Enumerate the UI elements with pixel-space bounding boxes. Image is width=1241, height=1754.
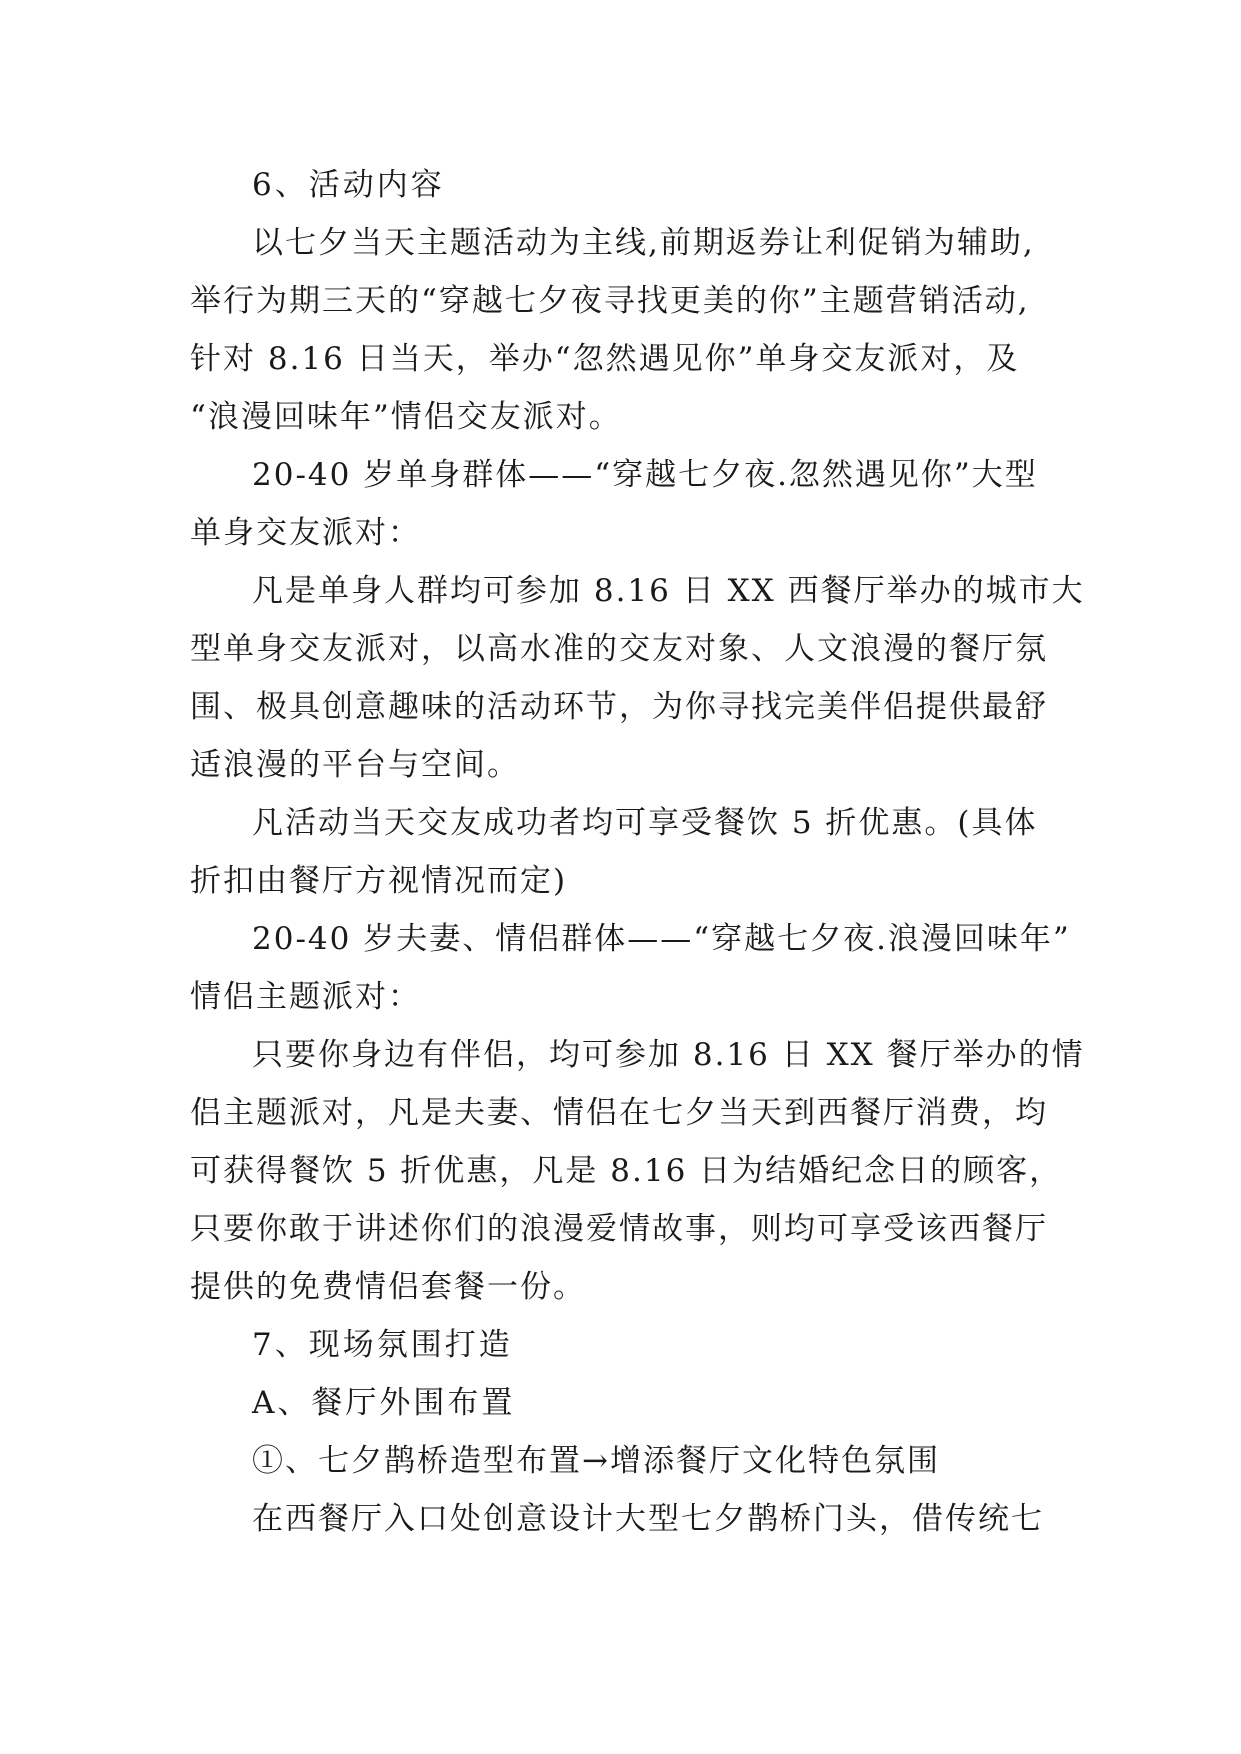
paragraph-line: 凡活动当天交友成功者均可享受餐饮 5 折优惠。(具体 bbox=[252, 805, 1038, 841]
paragraph-line: 以七夕当天主题活动为主线,前期返券让利促销为辅助, bbox=[252, 225, 1035, 261]
paragraph-line: 折扣由餐厅方视情况而定) bbox=[190, 863, 568, 899]
paragraph-line: 适浪漫的平台与空间。 bbox=[190, 747, 520, 783]
paragraph-line: 只要你身边有伴侣，均可参加 8.16 日 XX 餐厅举办的情 bbox=[252, 1037, 1085, 1073]
paragraph-line: 在西餐厅入口处创意设计大型七夕鹊桥门头，借传统七 bbox=[252, 1501, 1044, 1537]
section-heading-atmosphere: 7、现场氛围打造 bbox=[252, 1327, 513, 1363]
paragraph-line: 围、极具创意趣味的活动环节，为你寻找完美伴侣提供最舒 bbox=[190, 689, 1048, 725]
paragraph-line: 凡是单身人群均可参加 8.16 日 XX 西餐厅举办的城市大 bbox=[252, 573, 1085, 609]
paragraph-line: 只要你敢于讲述你们的浪漫爱情故事，则均可享受该西餐厅 bbox=[190, 1211, 1048, 1247]
paragraph-line: 提供的免费情侣套餐一份。 bbox=[190, 1269, 586, 1305]
paragraph-line: 举行为期三天的“穿越七夕夜寻找更美的你”主题营销活动, bbox=[190, 283, 1030, 319]
paragraph-line: 侣主题派对，凡是夫妻、情侣在七夕当天到西餐厅消费，均 bbox=[190, 1095, 1048, 1131]
paragraph-line: 单身交友派对： bbox=[190, 515, 421, 551]
subsection-heading-exterior: A、餐厅外围布置 bbox=[252, 1385, 516, 1421]
list-item-magpie-bridge: ①、七夕鹊桥造型布置→增添餐厅文化特色氛围 bbox=[252, 1443, 940, 1479]
paragraph-line: 20-40 岁夫妻、情侣群体——“穿越七夕夜.浪漫回味年” bbox=[252, 921, 1071, 957]
paragraph-line: 可获得餐饮 5 折优惠，凡是 8.16 日为结婚纪念日的顾客， bbox=[190, 1153, 1063, 1189]
paragraph-line: 情侣主题派对： bbox=[190, 979, 421, 1015]
paragraph-line: “浪漫回味年”情侣交友派对。 bbox=[190, 399, 622, 435]
paragraph-line: 针对 8.16 日当天，举办“忽然遇见你”单身交友派对，及 bbox=[190, 341, 1020, 377]
section-heading-activity-content: 6、活动内容 bbox=[252, 167, 445, 203]
paragraph-line: 20-40 岁单身群体——“穿越七夕夜.忽然遇见你”大型 bbox=[252, 457, 1038, 493]
paragraph-line: 型单身交友派对，以高水准的交友对象、人文浪漫的餐厅氛 bbox=[190, 631, 1048, 667]
